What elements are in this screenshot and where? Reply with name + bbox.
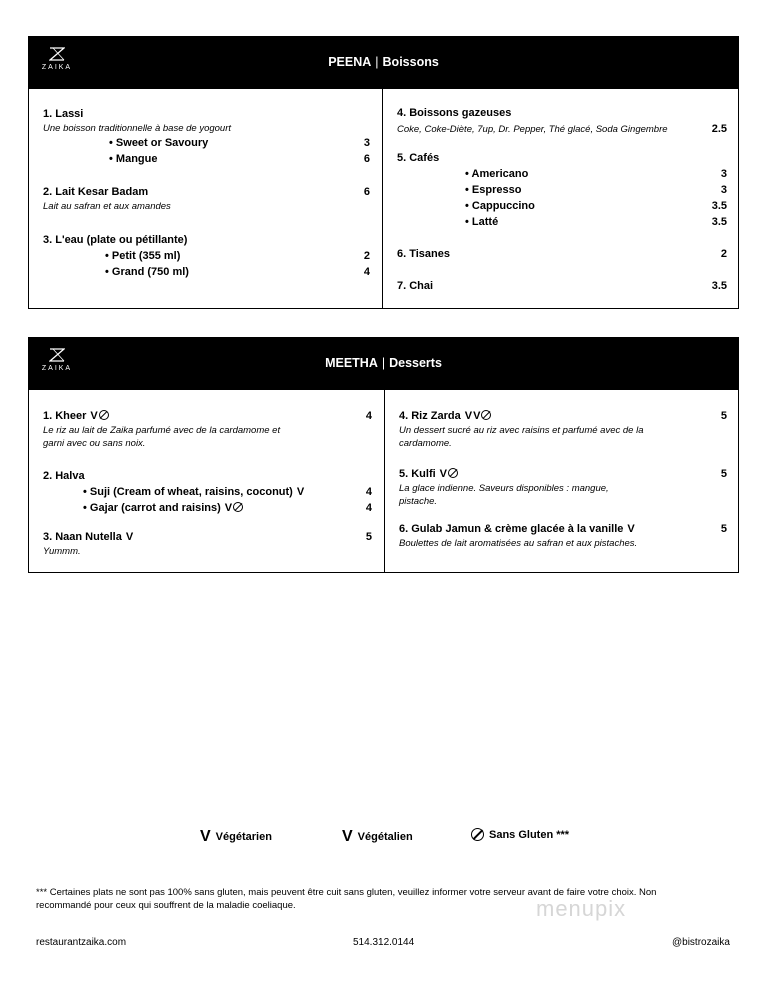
- vegetarian-icon: V: [90, 410, 98, 422]
- vegetarian-icon: V: [627, 523, 635, 535]
- footer-phone[interactable]: 514.312.0144: [353, 937, 415, 948]
- gluten-free-icon: [99, 410, 109, 420]
- item-desc: Une boisson traditionnelle à base de yogourt: [43, 123, 232, 134]
- menu-item-lassi: [43, 106, 370, 167]
- vegan-icon: V: [473, 410, 481, 422]
- option-row: • Gajar (carrot and raisins) V 4: [83, 500, 372, 516]
- option-row: • Espresso 3: [465, 182, 727, 198]
- drinks-header: [29, 37, 738, 89]
- option-row: • Grand (750 ml) 4: [105, 264, 370, 280]
- menu-item-gulab: 6. Gulab Jamun & crème glacée à la vanille V 5 Boulettes de lait aromatisées au safran et aux pistaches.: [399, 523, 727, 549]
- footer-social[interactable]: @bistrozaika: [672, 937, 730, 948]
- option-row: • Cappuccino 3.5: [465, 198, 727, 214]
- desserts-title: MEETHA | Desserts: [325, 356, 442, 370]
- logo-text: ZAIKA: [41, 64, 73, 71]
- vegan-icon: V: [342, 828, 353, 845]
- legend-vegetarian: V Végétarien: [200, 828, 272, 845]
- menu-item-chai: 7. Chai 3.5: [397, 280, 727, 292]
- vegetarian-icon: V: [125, 531, 134, 543]
- drinks-panel: [28, 36, 739, 309]
- gluten-free-icon: [448, 468, 458, 478]
- option-row: • Suji (Cream of wheat, raisins, coconut) V 4: [83, 484, 372, 500]
- menu-item-kheer: 1. Kheer V 4 Le riz au lait de Zaika parfumé avec de la cardamome et garni avec ou sans noix.: [43, 410, 372, 449]
- menu-item-gazeuses: 4. Boissons gazeuses Coke, Coke-Diète, 7up, Dr. Pepper, Thé glacé, Soda Gingembre 2.5: [397, 107, 727, 135]
- gluten-free-icon: [471, 828, 484, 841]
- menu-item-badam: 2. Lait Kesar Badam 6 Lait au safran et aux amandes: [43, 186, 370, 212]
- desserts-panel: [28, 337, 739, 573]
- vegetarian-icon: V: [224, 502, 233, 514]
- option-row: • Americano 3: [465, 166, 727, 182]
- watermark: menupix: [536, 896, 627, 921]
- option-row: • Sweet or Savoury 3: [109, 135, 370, 151]
- menu-item-nutella: 3. Naan Nutella V 5 Yummm.: [43, 531, 372, 557]
- option-row: • Petit (355 ml) 2: [105, 248, 370, 264]
- option-row: • Mangue 6: [109, 151, 370, 167]
- gluten-free-icon: [233, 502, 243, 512]
- item-name: 1. Lassi: [43, 108, 84, 120]
- menu-item-tisanes: 6. Tisanes 2: [397, 248, 727, 260]
- vegetarian-icon: V: [464, 410, 473, 422]
- vegetarian-icon: V: [439, 468, 448, 480]
- legend-gluten-free: Sans Gluten ***: [471, 828, 569, 841]
- drinks-title: PEENA | Boissons: [328, 55, 439, 69]
- menu-item-kulfi: 5. Kulfi V 5 La glace indienne. Saveurs disponibles : mangue, pistache.: [399, 468, 727, 507]
- menu-item-eau: 3. L'eau (plate ou pétillante) • Petit (355 ml) 2 • Grand (750 ml) 4: [43, 232, 370, 280]
- footer-website[interactable]: restaurantzaika.com: [36, 937, 127, 948]
- menu-item-halva: 2. Halva • Suji (Cream of wheat, raisins, coconut) V 4 • Gajar (carrot and raisins) V 4: [43, 468, 372, 516]
- legend-vegan: V Végétalien: [342, 828, 413, 845]
- gluten-free-icon: [481, 410, 491, 420]
- desserts-header: [29, 338, 738, 390]
- gluten-note: *** Certaines plats ne sont pas 100% sans gluten, mais peuvent être cuit sans gluten, veuillez informer votre serveur avant de faire votre choix. Non recommandé pour ceux qui souffrent de la maladie coeliaque.: [36, 887, 657, 911]
- zaika-logo: ZAIKA: [37, 348, 77, 372]
- vegetarian-icon: V: [200, 828, 211, 845]
- option-row: • Latté 3.5: [465, 214, 727, 230]
- menu-item-cafes: 5. Cafés • Americano 3 • Espresso 3 • Cappuccino 3.5 • Latté 3.5: [397, 150, 727, 230]
- menu-item-zarda: 4. Riz Zarda VV 5 Un dessert sucré au riz avec raisins et parfumé avec de la cardamome.: [399, 410, 727, 449]
- vegetarian-icon: V: [296, 486, 305, 498]
